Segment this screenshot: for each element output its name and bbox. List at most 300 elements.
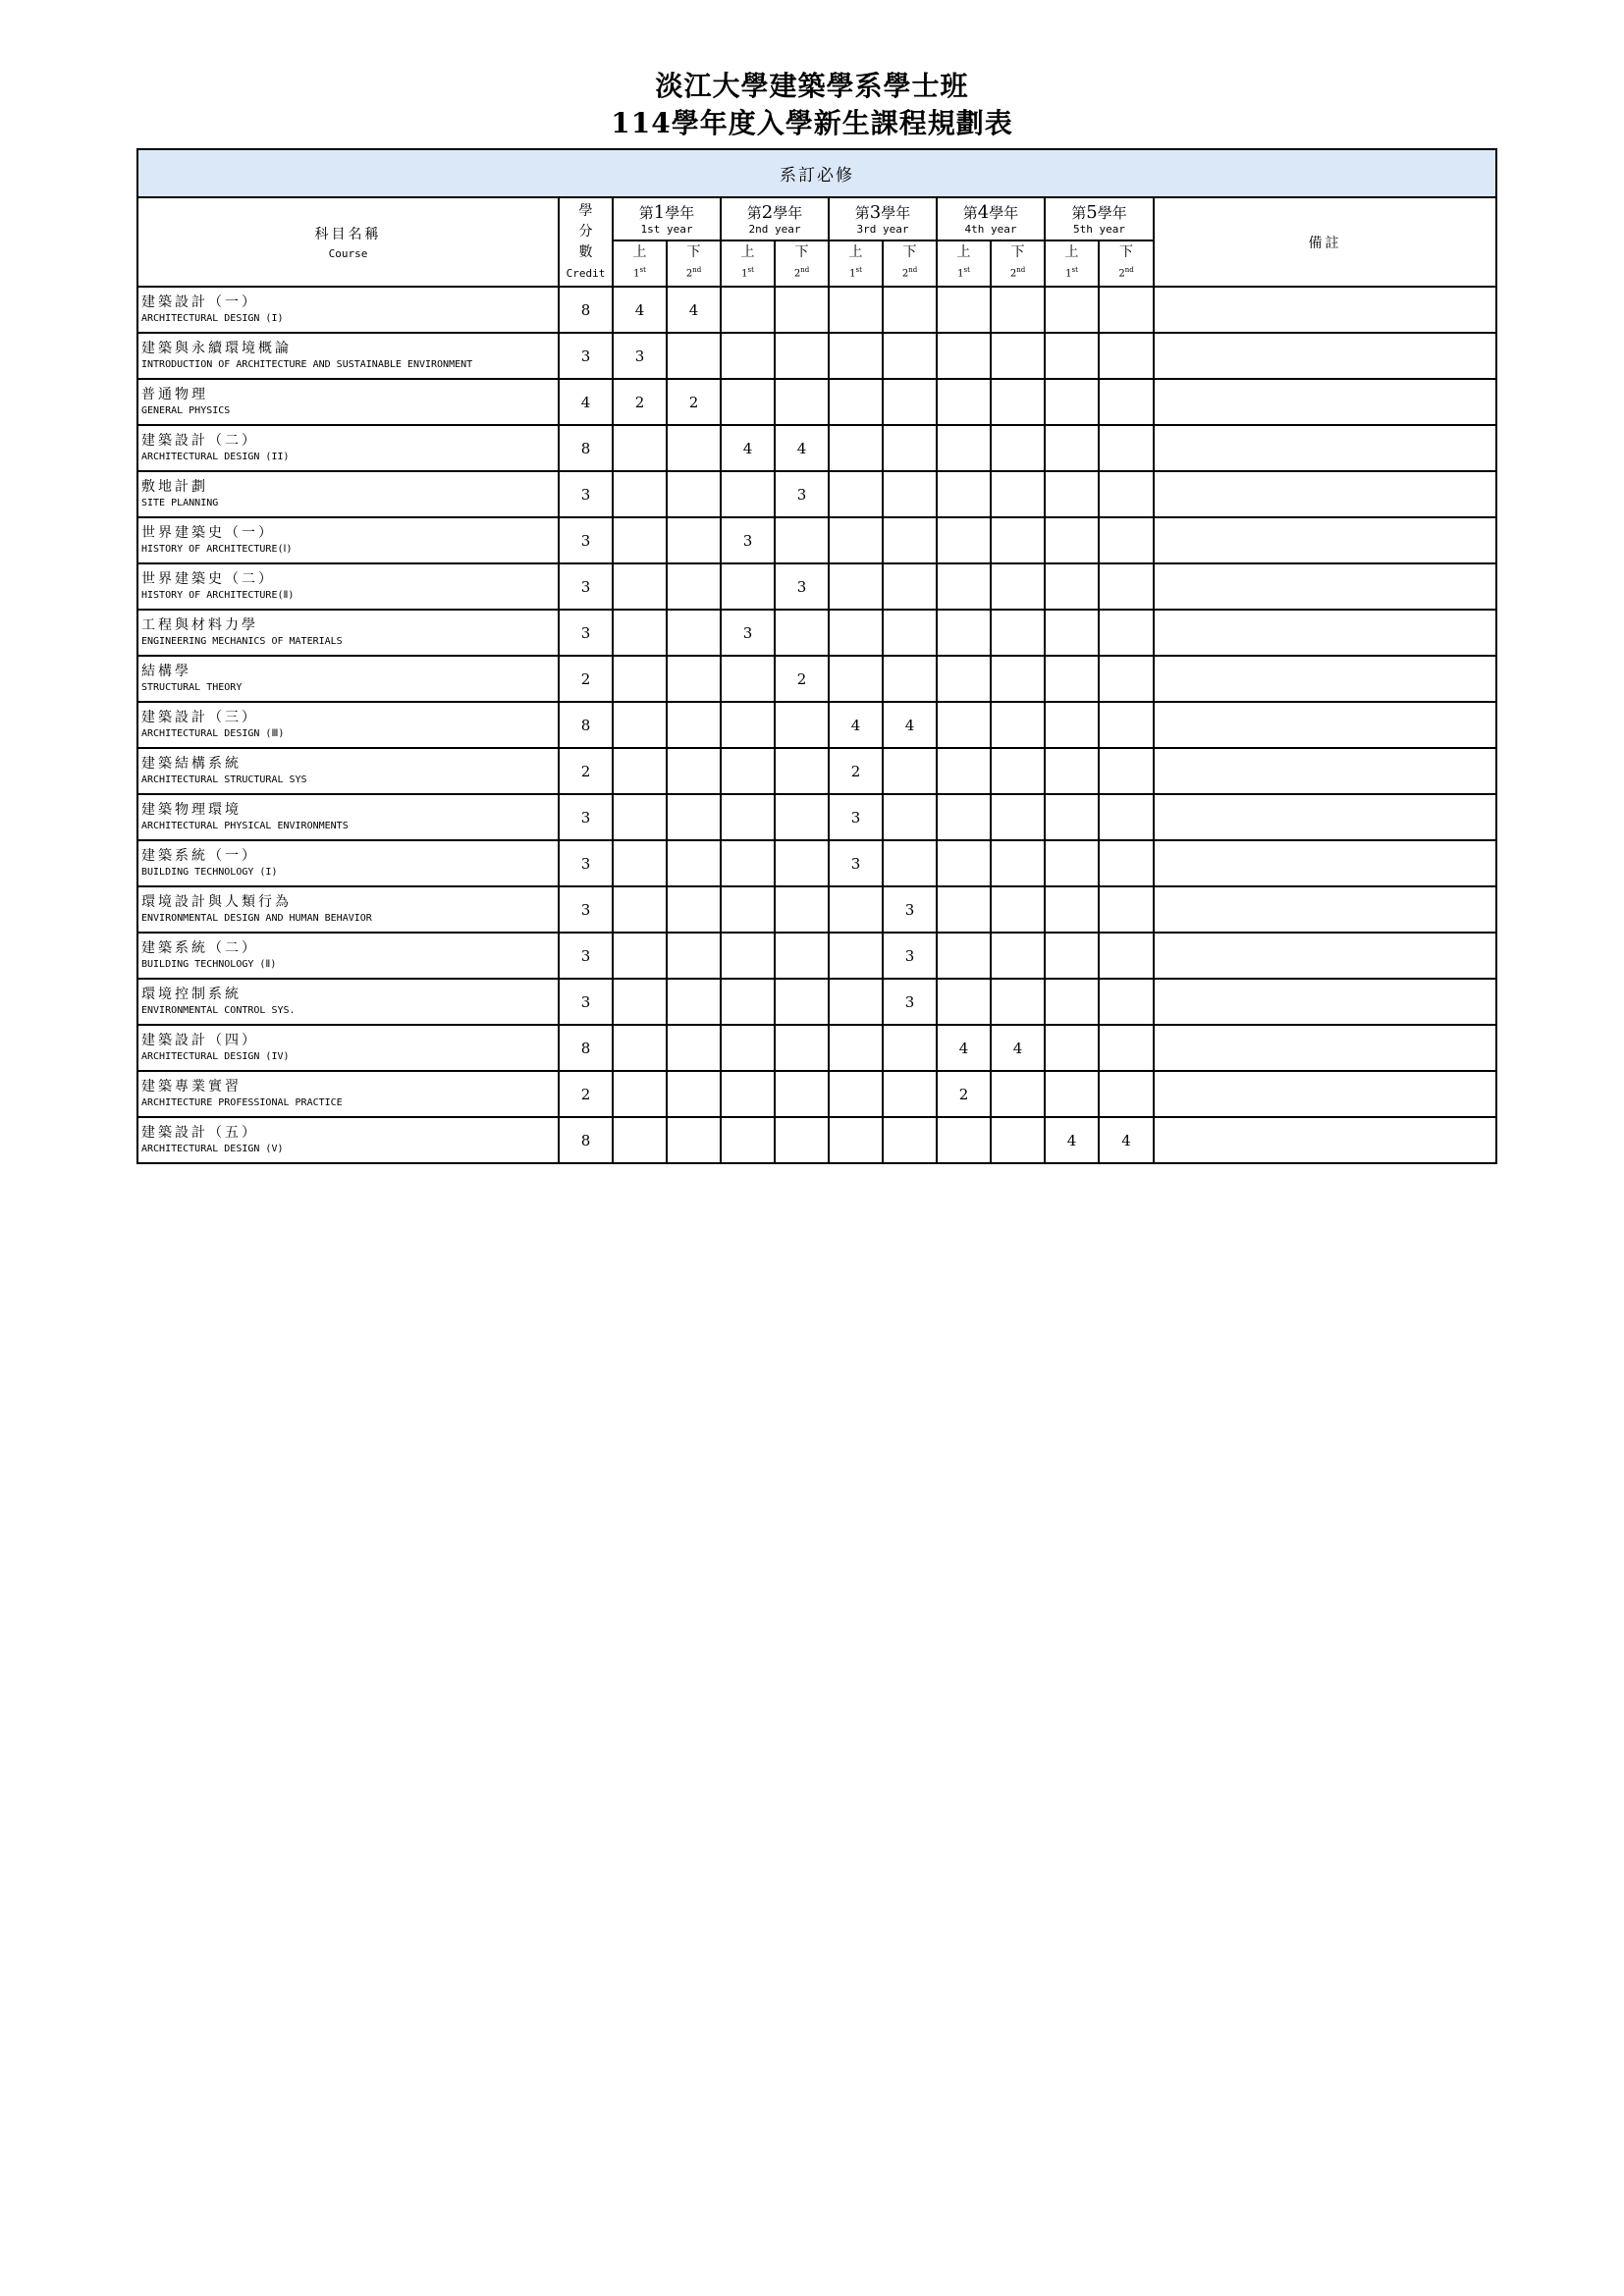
- semester-credit-cell: [937, 886, 991, 933]
- semester-credit-cell: [883, 610, 937, 656]
- semester-credit-cell: [775, 702, 829, 748]
- semester-credit-cell: [991, 1117, 1045, 1163]
- semester-credit-cell: [991, 287, 1045, 333]
- semester-credit-cell: [667, 656, 721, 702]
- semester-credit-cell: [667, 333, 721, 379]
- table-row: [137, 1117, 1496, 1163]
- course-name-en: ARCHITECTURAL STRUCTURAL SYS: [141, 774, 307, 785]
- semester-credit-cell: [829, 425, 883, 471]
- semester-credit-cell: [1045, 794, 1099, 840]
- semester-credit-cell: 4: [937, 1025, 991, 1071]
- semester-credit-cell: [1099, 1025, 1154, 1071]
- course-name-en: ENVIRONMENTAL CONTROL SYS.: [141, 1004, 296, 1016]
- semester-credit-cell: [721, 656, 775, 702]
- semester-credit-cell: 4: [1099, 1117, 1154, 1163]
- course-name-zh: 建築系統（一）: [141, 847, 258, 864]
- semester-credit-cell: [1099, 333, 1154, 379]
- credit-cell: 8: [559, 425, 613, 471]
- course-column-header: [137, 197, 559, 287]
- semester-credit-cell: 4: [667, 287, 721, 333]
- course-name-zh: 環境設計與人類行為: [141, 893, 292, 910]
- semester-credit-cell: [1045, 333, 1099, 379]
- year-header-1: 第1學年 1st year: [613, 197, 721, 240]
- semester-credit-cell: 3: [829, 840, 883, 886]
- course-name-zh: 結構學: [141, 663, 191, 679]
- semester-credit-cell: [721, 840, 775, 886]
- course-name-zh: 建築結構系統: [141, 755, 242, 772]
- semester-credit-cell: 4: [721, 425, 775, 471]
- semester-credit-cell: [829, 517, 883, 563]
- semester-credit-cell: [613, 840, 667, 886]
- semester-header-y5-upper: 上 1st: [1045, 240, 1099, 287]
- semester-credit-cell: [1045, 886, 1099, 933]
- course-name-cell: [137, 840, 559, 886]
- semester-credit-cell: [721, 1071, 775, 1117]
- course-table-body: [137, 287, 1496, 1163]
- course-name-zh: 環境控制系統: [141, 986, 242, 1002]
- semester-credit-cell: 3: [721, 610, 775, 656]
- semester-credit-cell: [613, 979, 667, 1025]
- semester-credit-cell: 3: [883, 886, 937, 933]
- semester-credit-cell: [721, 333, 775, 379]
- semester-credit-cell: [829, 979, 883, 1025]
- remarks-column-header: 備註: [1154, 197, 1496, 287]
- table-row: [137, 840, 1496, 886]
- remark-cell: [1154, 933, 1496, 979]
- semester-credit-cell: [991, 748, 1045, 794]
- semester-credit-cell: [829, 563, 883, 610]
- year-header-4: 第4學年 4th year: [937, 197, 1045, 240]
- semester-credit-cell: [775, 1117, 829, 1163]
- semester-credit-cell: [991, 379, 1045, 425]
- semester-credit-cell: [1045, 748, 1099, 794]
- remark-cell: [1154, 886, 1496, 933]
- semester-credit-cell: [829, 886, 883, 933]
- course-name-zh: 建築設計（二）: [141, 432, 258, 449]
- semester-credit-cell: [1045, 517, 1099, 563]
- semester-credit-cell: [991, 840, 1045, 886]
- semester-credit-cell: [829, 287, 883, 333]
- semester-credit-cell: [775, 840, 829, 886]
- credit-cell: 3: [559, 840, 613, 886]
- semester-credit-cell: 2: [613, 379, 667, 425]
- semester-credit-cell: [883, 840, 937, 886]
- semester-credit-cell: [775, 794, 829, 840]
- semester-credit-cell: 3: [829, 794, 883, 840]
- semester-credit-cell: 2: [775, 656, 829, 702]
- semester-credit-cell: [613, 425, 667, 471]
- credit-cell: 4: [559, 379, 613, 425]
- semester-credit-cell: [667, 517, 721, 563]
- semester-credit-cell: [883, 287, 937, 333]
- course-name-cell: [137, 1071, 559, 1117]
- semester-credit-cell: [829, 471, 883, 517]
- semester-credit-cell: [1045, 563, 1099, 610]
- table-row: [137, 979, 1496, 1025]
- semester-credit-cell: 4: [991, 1025, 1045, 1071]
- semester-credit-cell: [991, 563, 1045, 610]
- semester-credit-cell: 2: [667, 379, 721, 425]
- semester-credit-cell: [883, 748, 937, 794]
- table-row: [137, 563, 1496, 610]
- semester-credit-cell: [1045, 425, 1099, 471]
- semester-credit-cell: [1045, 933, 1099, 979]
- course-name-cell: [137, 886, 559, 933]
- semester-credit-cell: [721, 1117, 775, 1163]
- course-name-zh: 建築設計（五）: [141, 1124, 258, 1141]
- semester-credit-cell: [667, 1025, 721, 1071]
- semester-credit-cell: [1045, 287, 1099, 333]
- semester-credit-cell: [937, 933, 991, 979]
- semester-credit-cell: [991, 517, 1045, 563]
- course-name-en: ARCHITECTURAL PHYSICAL ENVIRONMENTS: [141, 820, 349, 831]
- semester-credit-cell: [667, 840, 721, 886]
- semester-credit-cell: [991, 794, 1045, 840]
- semester-credit-cell: [937, 656, 991, 702]
- remark-cell: [1154, 333, 1496, 379]
- semester-header-y4-upper: 上 1st: [937, 240, 991, 287]
- course-name-zh: 建築系統（二）: [141, 939, 258, 956]
- semester-credit-cell: [1099, 702, 1154, 748]
- credit-header-zh-1: 學: [578, 202, 593, 219]
- course-plan-table: [136, 148, 1497, 1164]
- course-name-zh: 敷地計劃: [141, 478, 208, 495]
- semester-credit-cell: 4: [613, 287, 667, 333]
- course-name-cell: [137, 1117, 559, 1163]
- semester-credit-cell: [613, 1117, 667, 1163]
- semester-credit-cell: [775, 517, 829, 563]
- credit-header-zh-3: 數: [578, 243, 593, 260]
- remark-cell: [1154, 748, 1496, 794]
- semester-credit-cell: [1045, 656, 1099, 702]
- semester-credit-cell: [667, 1071, 721, 1117]
- semester-credit-cell: [721, 287, 775, 333]
- semester-credit-cell: [991, 886, 1045, 933]
- semester-credit-cell: [937, 563, 991, 610]
- remark-cell: [1154, 425, 1496, 471]
- table-row: [137, 425, 1496, 471]
- course-name-cell: [137, 748, 559, 794]
- credit-header-zh-2: 分: [578, 223, 593, 240]
- credit-cell: 2: [559, 748, 613, 794]
- semester-credit-cell: [829, 656, 883, 702]
- semester-credit-cell: [613, 656, 667, 702]
- semester-credit-cell: [991, 933, 1045, 979]
- course-name-zh: 建築設計（三）: [141, 709, 258, 725]
- semester-credit-cell: [1099, 886, 1154, 933]
- course-name-cell: [137, 563, 559, 610]
- semester-credit-cell: [667, 886, 721, 933]
- semester-credit-cell: [1099, 656, 1154, 702]
- semester-credit-cell: [991, 425, 1045, 471]
- semester-credit-cell: [775, 933, 829, 979]
- table-row: [137, 748, 1496, 794]
- remark-cell: [1154, 979, 1496, 1025]
- semester-credit-cell: [1099, 1071, 1154, 1117]
- course-name-cell: [137, 517, 559, 563]
- course-name-en: ENVIRONMENTAL DESIGN AND HUMAN BEHAVIOR: [141, 912, 372, 924]
- semester-credit-cell: [667, 471, 721, 517]
- semester-credit-cell: [1045, 840, 1099, 886]
- semester-credit-cell: [937, 517, 991, 563]
- year-header-3: 第3學年 3rd year: [829, 197, 937, 240]
- course-name-cell: [137, 287, 559, 333]
- semester-credit-cell: [1099, 471, 1154, 517]
- semester-credit-cell: [667, 979, 721, 1025]
- remark-cell: [1154, 794, 1496, 840]
- semester-credit-cell: [613, 1025, 667, 1071]
- semester-credit-cell: [1099, 610, 1154, 656]
- table-row: [137, 1025, 1496, 1071]
- semester-credit-cell: [775, 610, 829, 656]
- semester-header-y1-upper: 上 1st: [613, 240, 667, 287]
- semester-credit-cell: [1045, 471, 1099, 517]
- semester-credit-cell: [883, 471, 937, 517]
- semester-credit-cell: [883, 1025, 937, 1071]
- course-header-zh: 科目名稱: [314, 227, 382, 242]
- semester-credit-cell: [883, 563, 937, 610]
- credit-header-en: Credit: [566, 266, 606, 280]
- course-name-en: BUILDING TECHNOLOGY (Ⅱ): [141, 958, 277, 970]
- table-row: [137, 517, 1496, 563]
- remark-cell: [1154, 379, 1496, 425]
- semester-credit-cell: [1045, 379, 1099, 425]
- semester-credit-cell: [721, 933, 775, 979]
- semester-credit-cell: [667, 702, 721, 748]
- semester-credit-cell: [991, 1071, 1045, 1117]
- semester-credit-cell: [721, 379, 775, 425]
- semester-credit-cell: 3: [613, 333, 667, 379]
- credit-cell: 3: [559, 794, 613, 840]
- semester-credit-cell: [937, 748, 991, 794]
- semester-credit-cell: 4: [829, 702, 883, 748]
- credit-cell: 3: [559, 933, 613, 979]
- course-name-en: GENERAL PHYSICS: [141, 404, 231, 416]
- semester-credit-cell: [937, 979, 991, 1025]
- semester-credit-cell: 4: [883, 702, 937, 748]
- semester-credit-cell: [1099, 517, 1154, 563]
- semester-credit-cell: [1045, 702, 1099, 748]
- course-name-cell: [137, 656, 559, 702]
- course-name-zh: 建築專業實習: [141, 1078, 242, 1095]
- semester-credit-cell: [937, 794, 991, 840]
- semester-credit-cell: [1045, 610, 1099, 656]
- semester-credit-cell: [937, 287, 991, 333]
- semester-credit-cell: [613, 886, 667, 933]
- semester-credit-cell: [1099, 748, 1154, 794]
- table-row: [137, 886, 1496, 933]
- semester-credit-cell: [937, 702, 991, 748]
- semester-credit-cell: 4: [775, 425, 829, 471]
- semester-credit-cell: [829, 1117, 883, 1163]
- semester-credit-cell: [667, 563, 721, 610]
- course-name-zh: 世界建築史（二）: [141, 570, 275, 587]
- credit-cell: 3: [559, 517, 613, 563]
- course-name-cell: [137, 979, 559, 1025]
- semester-credit-cell: 3: [775, 471, 829, 517]
- remark-cell: [1154, 471, 1496, 517]
- table-row: [137, 333, 1496, 379]
- semester-credit-cell: [613, 748, 667, 794]
- semester-credit-cell: [829, 1025, 883, 1071]
- semester-header-y3-upper: 上 1st: [829, 240, 883, 287]
- semester-credit-cell: [1099, 794, 1154, 840]
- semester-credit-cell: [613, 933, 667, 979]
- course-name-en: BUILDING TECHNOLOGY (I): [141, 866, 278, 878]
- table-row: [137, 656, 1496, 702]
- semester-credit-cell: [1099, 563, 1154, 610]
- course-name-zh: 建築設計（四）: [141, 1032, 258, 1048]
- semester-credit-cell: [721, 1025, 775, 1071]
- semester-credit-cell: [1099, 379, 1154, 425]
- semester-credit-cell: [613, 702, 667, 748]
- semester-credit-cell: [937, 1117, 991, 1163]
- semester-credit-cell: [775, 379, 829, 425]
- semester-credit-cell: 2: [829, 748, 883, 794]
- credit-column-header: [559, 197, 613, 287]
- course-name-cell: [137, 610, 559, 656]
- remark-cell: [1154, 517, 1496, 563]
- course-name-cell: [137, 379, 559, 425]
- credit-cell: 3: [559, 333, 613, 379]
- semester-credit-cell: [775, 748, 829, 794]
- semester-credit-cell: [883, 379, 937, 425]
- course-name-en: HISTORY OF ARCHITECTURE(Ⅱ): [141, 589, 295, 601]
- semester-credit-cell: [991, 702, 1045, 748]
- semester-header-y1-lower: 下 2nd: [667, 240, 721, 287]
- semester-header-y2-upper: 上 1st: [721, 240, 775, 287]
- semester-credit-cell: 2: [937, 1071, 991, 1117]
- semester-credit-cell: [775, 1071, 829, 1117]
- semester-credit-cell: [667, 794, 721, 840]
- course-name-en: INTRODUCTION OF ARCHITECTURE AND SUSTAINABLE ENVIRONMENT: [141, 358, 473, 370]
- remark-cell: [1154, 563, 1496, 610]
- course-name-cell: [137, 333, 559, 379]
- semester-credit-cell: [721, 702, 775, 748]
- credit-cell: 8: [559, 1117, 613, 1163]
- table-row: [137, 702, 1496, 748]
- semester-credit-cell: [667, 1117, 721, 1163]
- semester-credit-cell: [1099, 979, 1154, 1025]
- course-name-zh: 建築物理環境: [141, 801, 242, 818]
- table-row: [137, 1071, 1496, 1117]
- course-name-cell: [137, 933, 559, 979]
- course-name-cell: [137, 425, 559, 471]
- semester-credit-cell: [775, 333, 829, 379]
- semester-credit-cell: [883, 333, 937, 379]
- semester-credit-cell: [1099, 287, 1154, 333]
- semester-credit-cell: [613, 794, 667, 840]
- remark-cell: [1154, 656, 1496, 702]
- semester-credit-cell: 3: [883, 979, 937, 1025]
- semester-credit-cell: [937, 840, 991, 886]
- course-name-en: ARCHITECTURAL DESIGN (I): [141, 312, 284, 324]
- semester-credit-cell: [775, 886, 829, 933]
- year-header-2: 第2學年 2nd year: [721, 197, 829, 240]
- course-name-zh: 工程與材料力學: [141, 616, 258, 633]
- semester-credit-cell: [883, 656, 937, 702]
- semester-credit-cell: [1045, 1025, 1099, 1071]
- semester-credit-cell: [1045, 979, 1099, 1025]
- course-name-en: ENGINEERING MECHANICS OF MATERIALS: [141, 635, 343, 647]
- course-name-cell: [137, 702, 559, 748]
- semester-credit-cell: [829, 610, 883, 656]
- semester-credit-cell: [829, 379, 883, 425]
- table-row: [137, 471, 1496, 517]
- remark-cell: [1154, 610, 1496, 656]
- semester-credit-cell: [829, 1071, 883, 1117]
- semester-credit-cell: [667, 933, 721, 979]
- semester-credit-cell: [937, 425, 991, 471]
- semester-credit-cell: [721, 794, 775, 840]
- semester-credit-cell: [991, 333, 1045, 379]
- document-title: 淡江大學建築學系學士班: [655, 70, 969, 102]
- remark-cell: [1154, 1117, 1496, 1163]
- semester-credit-cell: [721, 979, 775, 1025]
- remark-cell: [1154, 702, 1496, 748]
- credit-cell: 3: [559, 886, 613, 933]
- semester-credit-cell: [937, 333, 991, 379]
- semester-credit-cell: [775, 979, 829, 1025]
- course-name-en: ARCHITECTURAL DESIGN (Ⅲ): [141, 727, 285, 739]
- semester-credit-cell: [883, 425, 937, 471]
- semester-credit-cell: [829, 933, 883, 979]
- credit-cell: 8: [559, 1025, 613, 1071]
- table-row: [137, 610, 1496, 656]
- semester-header-y5-lower: 下 2nd: [1099, 240, 1154, 287]
- course-name-en: ARCHITECTURAL DESIGN (II): [141, 451, 290, 462]
- course-name-zh: 建築設計（一）: [141, 294, 258, 310]
- course-name-en: ARCHITECTURE PROFESSIONAL PRACTICE: [141, 1096, 343, 1108]
- table-row: [137, 794, 1496, 840]
- semester-credit-cell: [937, 610, 991, 656]
- semester-credit-cell: [667, 425, 721, 471]
- semester-header-y4-lower: 下 2nd: [991, 240, 1045, 287]
- semester-credit-cell: [1045, 1071, 1099, 1117]
- credit-cell: 3: [559, 563, 613, 610]
- course-name-en: ARCHITECTURAL DESIGN (V): [141, 1143, 284, 1154]
- semester-header-y3-lower: 下 2nd: [883, 240, 937, 287]
- course-name-en: SITE PLANNING: [141, 497, 219, 508]
- semester-credit-cell: 3: [721, 517, 775, 563]
- section-header: 系訂必修: [137, 149, 1496, 197]
- semester-credit-cell: [1099, 425, 1154, 471]
- course-name-cell: [137, 1025, 559, 1071]
- course-name-zh: 建築與永續環境概論: [141, 340, 292, 356]
- semester-credit-cell: [721, 748, 775, 794]
- course-name-en: STRUCTURAL THEORY: [141, 681, 243, 693]
- credit-cell: 2: [559, 1071, 613, 1117]
- semester-credit-cell: [613, 563, 667, 610]
- course-name-zh: 普通物理: [141, 386, 208, 402]
- semester-credit-cell: [883, 517, 937, 563]
- semester-credit-cell: [883, 794, 937, 840]
- semester-credit-cell: [667, 748, 721, 794]
- remark-cell: [1154, 1071, 1496, 1117]
- credit-cell: 8: [559, 287, 613, 333]
- semester-credit-cell: 3: [883, 933, 937, 979]
- semester-credit-cell: [775, 287, 829, 333]
- semester-credit-cell: [613, 517, 667, 563]
- semester-credit-cell: [991, 979, 1045, 1025]
- semester-credit-cell: [613, 1071, 667, 1117]
- semester-credit-cell: [1099, 933, 1154, 979]
- semester-header-y2-lower: 下 2nd: [775, 240, 829, 287]
- semester-credit-cell: [991, 610, 1045, 656]
- semester-credit-cell: [613, 471, 667, 517]
- course-name-zh: 世界建築史（一）: [141, 524, 275, 541]
- semester-credit-cell: [883, 1117, 937, 1163]
